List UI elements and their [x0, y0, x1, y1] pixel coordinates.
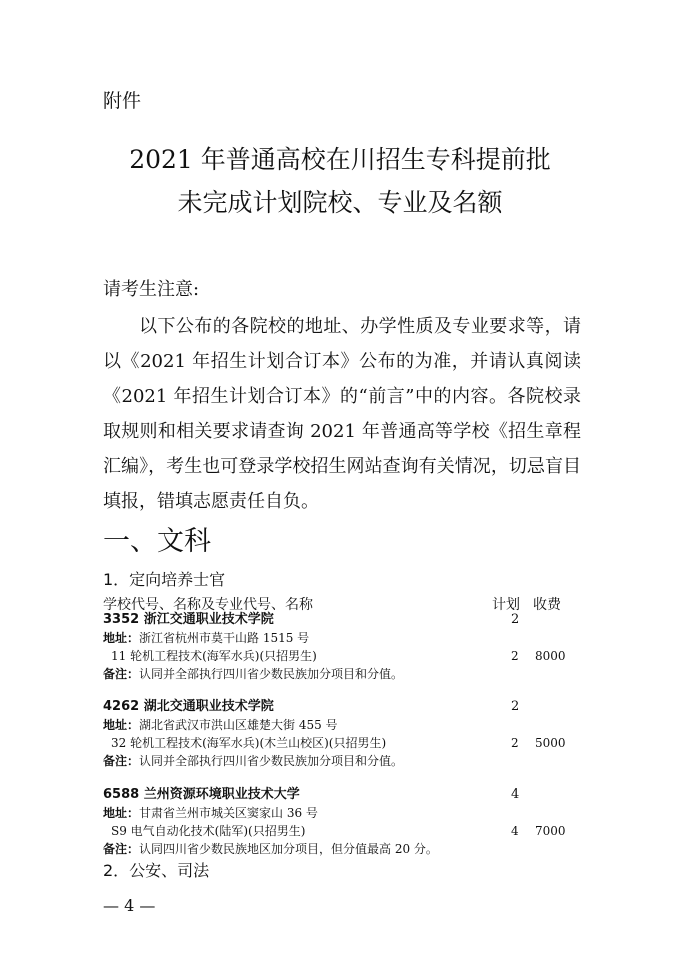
- section-title: 一、文科: [103, 526, 211, 557]
- notice-paragraph: 以下公布的各院校的地址、办学性质及专业要求等，请以《2021 年招生计划合订本》公布的为准，并请认真阅读《2021 年招生计划合订本》的“前言”中的内容。各院校录取规则和相关要求请查询 2021 年普通高等学校《招生章程汇编》，考生也可登录学校招生网站查询有关情况，切忌盲目填报，错填志愿责任自负。: [103, 316, 581, 512]
- address-label: 地址：: [103, 806, 140, 820]
- major-fee: 7000: [535, 824, 566, 838]
- school-plan: 2: [511, 612, 520, 627]
- notice-heading: 请考生注意:: [103, 279, 200, 300]
- subsection-title-2: 2．公安、司法: [103, 861, 210, 880]
- document-title-line-1: 2021 年普通高校在川招生专科提前批: [129, 145, 551, 174]
- address-label: 地址：: [103, 631, 140, 645]
- major-name: 32 轮机工程技术(海军水兵)(木兰山校区)(只招男生): [111, 736, 387, 750]
- major-fee: 5000: [535, 736, 566, 750]
- remark-label: 备注：: [103, 754, 140, 768]
- school-entry: [103, 786, 583, 858]
- school-row: [103, 698, 583, 716]
- document-title-line-2: 未完成计划院校、专业及名额: [177, 188, 503, 217]
- school-plan: 2: [511, 699, 520, 714]
- school-code-name: 6588 兰州资源环境职业技术大学: [103, 787, 300, 802]
- address-text: 浙江省杭州市莫干山路 1515 号: [139, 631, 310, 645]
- address-row: [103, 629, 583, 647]
- address-text: 湖北省武汉市洪山区雄楚大街 455 号: [139, 718, 338, 732]
- page-number: — 4 —: [103, 896, 156, 915]
- school-code-name: 3352 浙江交通职业技术学院: [103, 612, 274, 627]
- major-plan: 2: [511, 649, 519, 663]
- major-row: [103, 647, 583, 665]
- remark-text: 认同四川省少数民族地区加分项目，但分值最高 20 分。: [139, 842, 438, 856]
- address-label: 地址：: [103, 718, 140, 732]
- table-header-name: 学校代号、名称及专业代号、名称: [103, 597, 313, 613]
- attachment-label: 附件: [103, 90, 142, 112]
- major-row: [103, 734, 583, 752]
- remark-text: 认同并全部执行四川省少数民族加分项目和分值。: [139, 754, 404, 768]
- remark-label: 备注：: [103, 842, 140, 856]
- school-code-name: 4262 湖北交通职业技术学院: [103, 699, 274, 714]
- address-text: 甘肃省兰州市城关区窦家山 36 号: [139, 806, 318, 820]
- school-row: [103, 786, 583, 804]
- major-row: [103, 822, 583, 840]
- major-plan: 4: [511, 824, 519, 838]
- school-row: [103, 611, 583, 629]
- remark-row: [103, 752, 583, 770]
- school-plan: 4: [511, 787, 520, 802]
- school-entry: [103, 698, 583, 770]
- school-entry: [103, 611, 583, 683]
- major-fee: 8000: [535, 649, 566, 663]
- remark-label: 备注：: [103, 667, 140, 681]
- remark-row: [103, 665, 583, 683]
- remark-text: 认同并全部执行四川省少数民族加分项目和分值。: [139, 667, 404, 681]
- table-header-plan: 计划: [492, 597, 520, 613]
- major-name: 11 轮机工程技术(海军水兵)(只招男生): [111, 649, 317, 663]
- major-name: S9 电气自动化技术(陆军)(只招男生): [111, 824, 306, 838]
- address-row: [103, 716, 583, 734]
- table-header-fee: 收费: [533, 597, 561, 613]
- major-plan: 2: [511, 736, 519, 750]
- remark-row: [103, 840, 583, 858]
- subsection-title: 1．定向培养士官: [103, 570, 226, 589]
- address-row: [103, 804, 583, 822]
